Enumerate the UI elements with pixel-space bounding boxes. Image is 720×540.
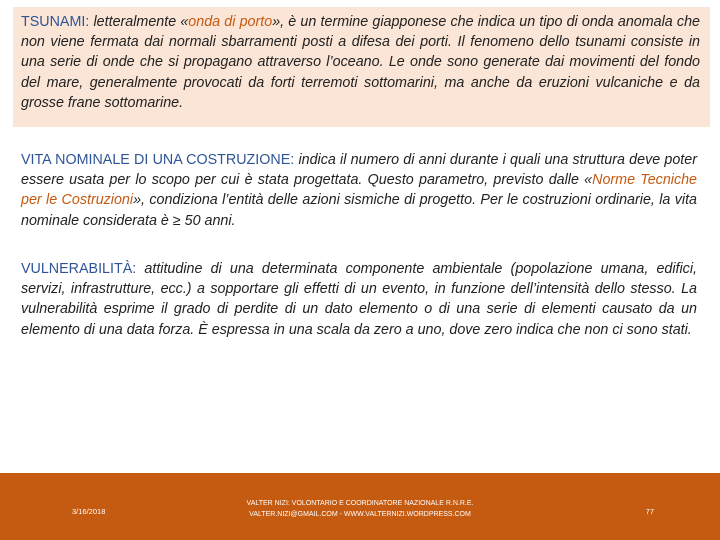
vita-nominale-text-2: », condiziona l’entità delle azioni sismiche di progetto. Per le costruzioni ordinarie, la vita nominale considerata è ≥ 50 anni. (21, 192, 697, 229)
tsunami-highlight: onda di porto (188, 14, 273, 30)
footer-author-line-1: VALTER NIZI: VOLONTARIO E COORDINATORE NAZIONALE R.N.R.E. (246, 500, 474, 507)
tsunami-text-2: », è un termine giapponese che indica un tipo di onda anomala che non viene fermata dai normali sbarramenti posti a difesa dei porti. Il fenomeno dello tsunami consiste in una serie di onde che si propagano attraverso l’oceano. Le onde sono generate dai movimenti del fondo del mare, generalmente provocati da forti terremoti sottomarini, ma anche da eruzioni vulcaniche e da grosse frane sottomarine. (21, 14, 700, 111)
slide-footer (0, 472, 720, 540)
vulnerabilita-term: VULNERABILITÀ: (21, 261, 137, 277)
footer-author (180, 499, 540, 520)
vita-nominale-text-1: indica il numero di anni durante i quali una struttura deve poter essere usata per lo scopo per cui è stata progettata. Questo parametro, previsto dalle « (21, 152, 697, 189)
tsunami-text-1: letteralmente « (93, 14, 189, 30)
vulnerabilita-definition (21, 259, 697, 340)
vulnerabilita-text: attitudine di una determinata componente ambientale (popolazione umana, edifici, servizi, infrastrutture, ecc.) a sopportare gli effetti di un evento, in funzione dell’intensità dello stesso. La vulnerabilità esprime il grado di perdite di un dato elemento o di una serie di elementi causato da un elemento di una data forza. È espressa in una scala da zero a uno, dove zero indica che non ci sono stati. (21, 261, 697, 338)
tsunami-term: TSUNAMI: (21, 14, 90, 30)
vita-nominale-definition (21, 150, 697, 231)
vita-nominale-term: VITA NOMINALE DI UNA COSTRUZIONE: (21, 152, 295, 168)
footer-date: 3/16/2018 (72, 507, 106, 516)
tsunami-definition (13, 7, 710, 127)
page-number: 77 (645, 507, 654, 516)
vita-nominale-highlight: Norme Tecniche per le Costruzioni (21, 172, 697, 209)
footer-author-line-2: VALTER.NIZI@GMAIL.COM - WWW.VALTERNIZI.WORDPRESS.COM (249, 510, 471, 518)
